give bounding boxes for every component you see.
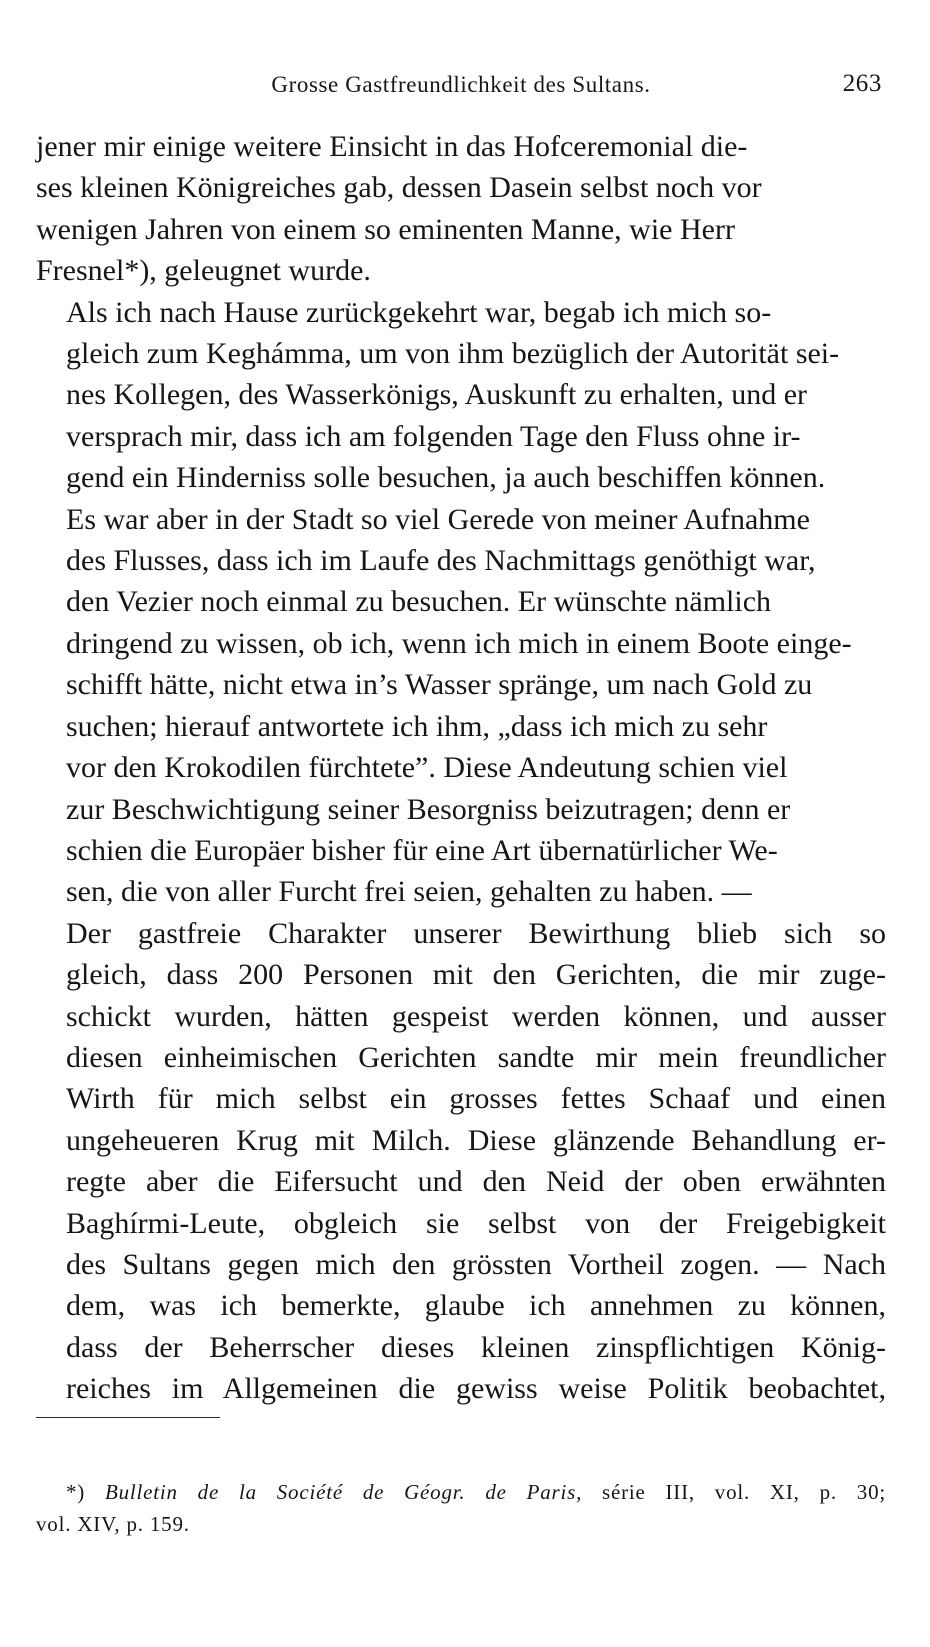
paragraph-1: [36, 126, 886, 292]
text-line: Es war aber in der Stadt so viel Gerede von meiner Aufnahme: [66, 502, 810, 536]
text-line: dass der Beherrscher dieses kleinen zinspflichtigen König-: [66, 1330, 886, 1364]
text-line: schickt wurden, hätten gespeist werden können, und ausser: [66, 999, 886, 1033]
footnote-citation-title: Bulletin de la Société de Géogr. de Paris,: [104, 1480, 583, 1504]
text-line: Als ich nach Hause zurückgekehrt war, begab ich mich so-: [66, 295, 772, 329]
footnote-line: [36, 1476, 886, 1508]
paragraph-3: [36, 913, 886, 1410]
text-line: des Sultans gegen mich den grössten Vortheil zogen. — Nach: [66, 1247, 886, 1281]
text-line: vor den Krokodilen fürchtete”. Diese Andeutung schien viel: [66, 751, 788, 785]
text-line: schien die Europäer bisher für eine Art übernatürlicher We-: [66, 833, 778, 867]
text-line: suchen; hierauf antwortete ich ihm, „dass ich mich zu sehr: [66, 709, 768, 743]
text-line: ses kleinen Königreiches gab, dessen Dasein selbst noch vor: [36, 171, 762, 205]
text-line: gleich, dass 200 Personen mit den Gerichten, die mir zuge-: [66, 958, 886, 992]
footnote-line-continued: vol. XIV, p. 159.: [36, 1512, 190, 1536]
footnote-marker: *): [66, 1480, 86, 1504]
text-line: ungeheueren Krug mit Milch. Diese glänzende Behandlung er-: [66, 1123, 886, 1157]
text-line: regte aber die Eifersucht und den Neid der oben erwähnten: [66, 1165, 886, 1199]
running-head: [36, 72, 886, 106]
text-line: versprach mir, dass ich am folgenden Tage den Fluss ohne ir-: [66, 419, 801, 453]
text-line: diesen einheimischen Gerichten sandte mir mein freundlicher: [66, 1040, 886, 1074]
text-line: reiches im Allgemeinen die gewiss weise Politik beobachtet,: [66, 1372, 886, 1406]
footnote: [36, 1476, 886, 1540]
text-line: dem, was ich bemerkte, glaube ich annehmen zu können,: [66, 1289, 886, 1323]
text-line: zur Beschwichtigung seiner Besorgniss beizutragen; denn er: [66, 792, 791, 826]
page-number: 263: [842, 70, 882, 97]
text-line: wenigen Jahren von einem so eminenten Manne, wie Herr: [36, 212, 735, 246]
text-line: Der gastfreie Charakter unserer Bewirthung blieb sich so: [66, 916, 886, 950]
text-line: schifft hätte, nicht etwa in’s Wasser spränge, um nach Gold zu: [66, 668, 813, 702]
text-line: des Flusses, dass ich im Laufe des Nachmittags genöthigt war,: [66, 544, 816, 578]
paragraph-2: [36, 292, 886, 913]
text-line: den Vezier noch einmal zu besuchen. Er wünschte nämlich: [66, 585, 772, 619]
text-line: Baghírmi-Leute, obgleich sie selbst von der Freigebigkeit: [66, 1206, 886, 1240]
running-head-title: Grosse Gastfreundlichkeit des Sultans.: [271, 72, 651, 97]
text-line: nes Kollegen, des Wasserkönigs, Auskunft zu erhalten, und er: [66, 378, 808, 412]
text-line: Fresnel*), geleugnet wurde.: [36, 254, 371, 288]
footnote-citation-details: série III, vol. XI, p. 30;: [602, 1480, 887, 1504]
text-line: gleich zum Keghámma, um von ihm bezüglich der Autorität sei-: [66, 337, 840, 371]
body-text: [36, 126, 886, 1410]
text-line: sen, die von aller Furcht frei seien, gehalten zu haben. —: [66, 875, 752, 909]
text-line: jener mir einige weitere Einsicht in das Hofceremonial die-: [36, 130, 748, 163]
footnote-divider: [36, 1417, 220, 1418]
text-line: dringend zu wissen, ob ich, wenn ich mich in einem Boote einge-: [66, 626, 852, 660]
text-line: Wirth für mich selbst ein grosses fettes Schaaf und einen: [66, 1082, 886, 1116]
text-line: gend ein Hinderniss solle besuchen, ja auch beschiffen können.: [66, 461, 826, 495]
